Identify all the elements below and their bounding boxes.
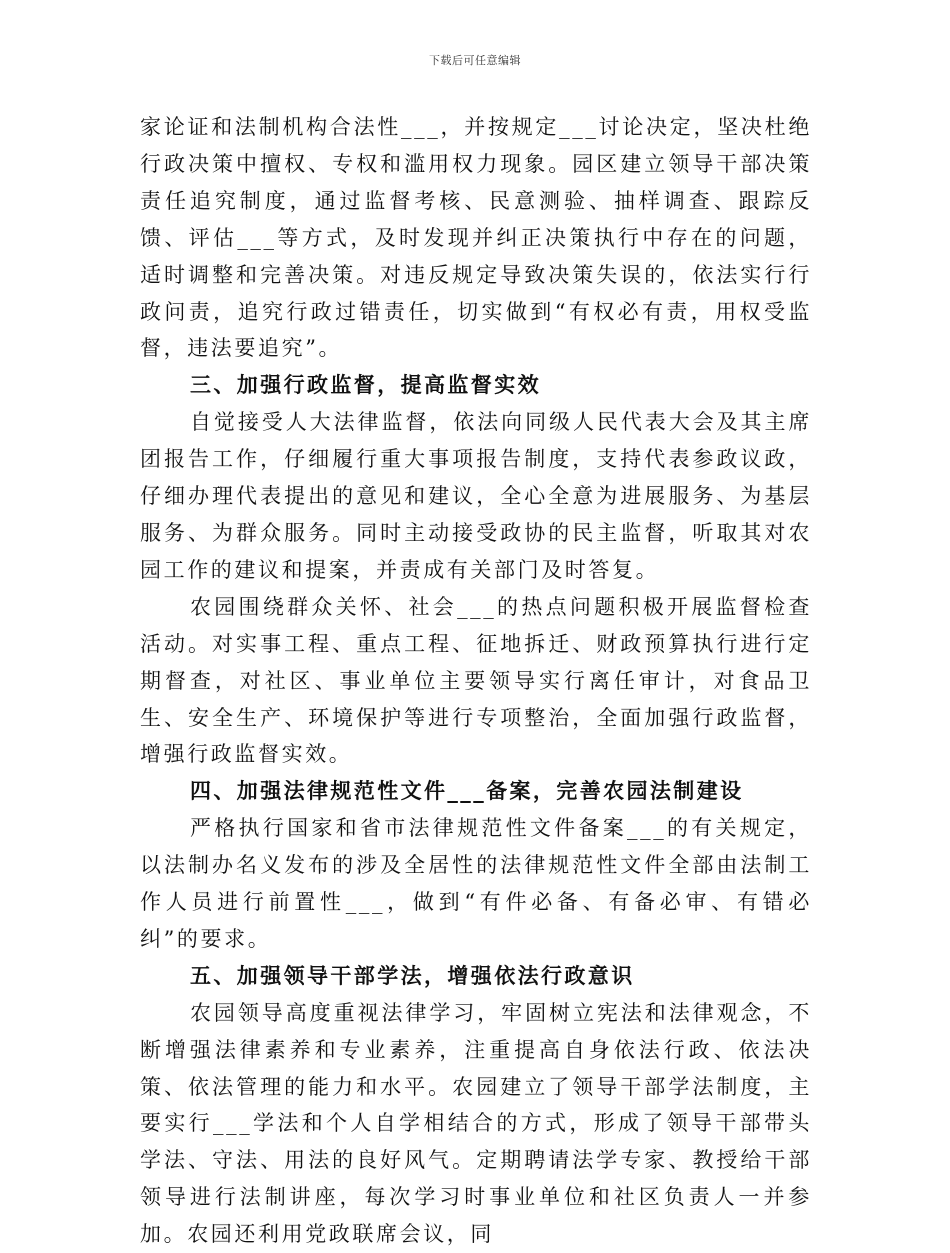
document-body: [140, 109, 812, 1253]
paragraph-document-filing: 严格执行国家和省市法律规范性文件备案___的有关规定，以法制办名义发布的涉及全居性的法律规范性文件全部由法制工作人员进行前置性___，做到“有件必备、有备必审、有错必纠”的要求。: [140, 816, 812, 951]
paragraph-inspection-activities: 农园围绕群众关怀、社会___的热点问题积极开展监督检查活动。对实事工程、重点工程、征地拆迁、财政预算执行进行定期督查，对社区、事业单位主要领导实行离任审计，对食品卫生、安全生产、环境保护等进行专项整治，全面加强行政监督，增强行政监督实效。: [140, 594, 812, 767]
section-heading-3: 三、加强行政监督，提高监督实效: [190, 372, 541, 398]
page-header: 下载后可任意编辑: [429, 54, 521, 67]
section-heading-4: 四、加强法律规范性文件___备案，完善农园法制建设: [190, 778, 744, 804]
paragraph-accept-supervision: 自觉接受人大法律监督，依法向同级人民代表大会及其主席团报告工作，仔细履行重大事项报告制度，支持代表参政议政，仔细办理代表提出的意见和建议，全心全意为进展服务、为基层服务、为群众服务。同时主动接受政协的民主监督，听取其对农园工作的建议和提案，并责成有关部门及时答复。: [140, 410, 812, 582]
paragraph-decision-accountability: 家论证和法制机构合法性___，并按规定___讨论决定，坚决杜绝行政决策中擅权、专权和滥用权力现象。园区建立领导干部决策责任追究制度，通过监督考核、民意测验、抽样调查、跟踪反馈、评估___等方式，及时发现并纠正决策执行中存在的问题，适时调整和完善决策。对违反规定导致决策失误的，依法实行行政问责，追究行政过错责任，切实做到“有权必有责，用权受监督，违法要追究”。: [140, 115, 812, 361]
paragraph-leadership-study: 农园领导高度重视法律学习，牢固树立宪法和法律观念，不断增强法律素养和专业素养，注重提高自身依法行政、依法决策、依法管理的能力和水平。农园建立了领导干部学法制度，主要实行___学法和个人自学相结合的方式，形成了领导干部带头学法、守法、用法的良好风气。定期聘请法学专家、教授给干部领导进行法制讲座，每次学习时事业单位和社区负责人一并参加。农园还利用党政联席会议，同: [140, 1000, 812, 1247]
section-heading-5: 五、加强领导干部学法，增强依法行政意识: [190, 962, 635, 988]
